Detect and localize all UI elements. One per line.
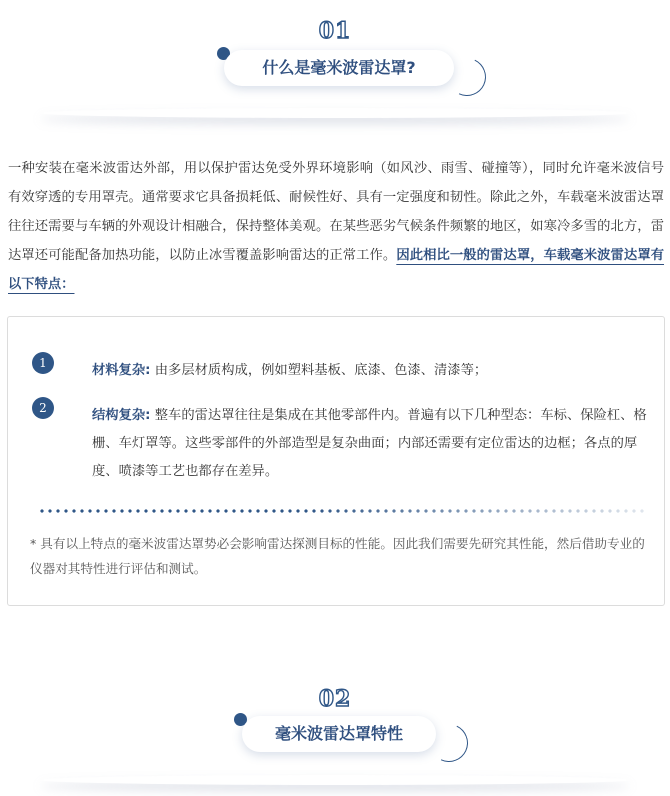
feature-text: 整车的雷达罩往往是集成在其他零部件内。普遍有以下几种型态：车标、保险杠、格栅、车灯罩等。这些零部件的外部造型是复杂曲面；内部还需要有定位雷达的边框；各点的厚度、喷漆等工艺也都存在差异。 xyxy=(92,408,647,479)
intro-text: 一种安装在毫米波雷达外部，用以保护雷达免受外界环境影响（如风沙、雨雪、碰撞等），同时允许毫米波信号有效穿透的专用罩壳。通常要求它具备损耗低、耐候性好、具有一定强度和韧性。除此之外，车载毫米波雷达罩往往还需要与车辆的外观设计相融合，保持整体美观。在某些恶劣气候条件频繁的地区，如寒冷多雪的北方，雷达罩还可能配备加热功能，以防止冰雪覆盖影响雷达的正常工作。 xyxy=(8,161,664,263)
feature-number-badge: 2 xyxy=(32,397,54,419)
feature-item xyxy=(92,402,648,486)
divider-shadow xyxy=(40,108,630,118)
section-title: 毫米波雷达罩特性 xyxy=(242,716,436,752)
intro-emphasis: 因此相比一般的雷达罩，车载毫米波雷达罩有以下特点： xyxy=(8,248,665,292)
feature-label: 材料复杂: xyxy=(92,363,151,378)
feature-number-badge: 1 xyxy=(32,352,54,374)
intro-paragraph xyxy=(8,154,664,299)
features-card xyxy=(7,316,665,606)
feature-text: 由多层材质构成，例如塑料基板、底漆、色漆、清漆等； xyxy=(154,363,488,378)
section-number: 01 xyxy=(318,18,352,44)
feature-item xyxy=(92,357,648,385)
section-number: 02 xyxy=(318,686,352,712)
feature-label: 结构复杂: xyxy=(92,408,151,423)
section-title: 什么是毫米波雷达罩? xyxy=(224,50,454,86)
dotted-divider xyxy=(38,509,644,513)
footnote: * 具有以上特点的毫米波雷达罩势必会影响雷达探测目标的性能。因此我们需要先研究其性能，然后借助专业的仪器对其特性进行评估和测试。 xyxy=(30,536,645,576)
divider-shadow xyxy=(40,775,630,785)
